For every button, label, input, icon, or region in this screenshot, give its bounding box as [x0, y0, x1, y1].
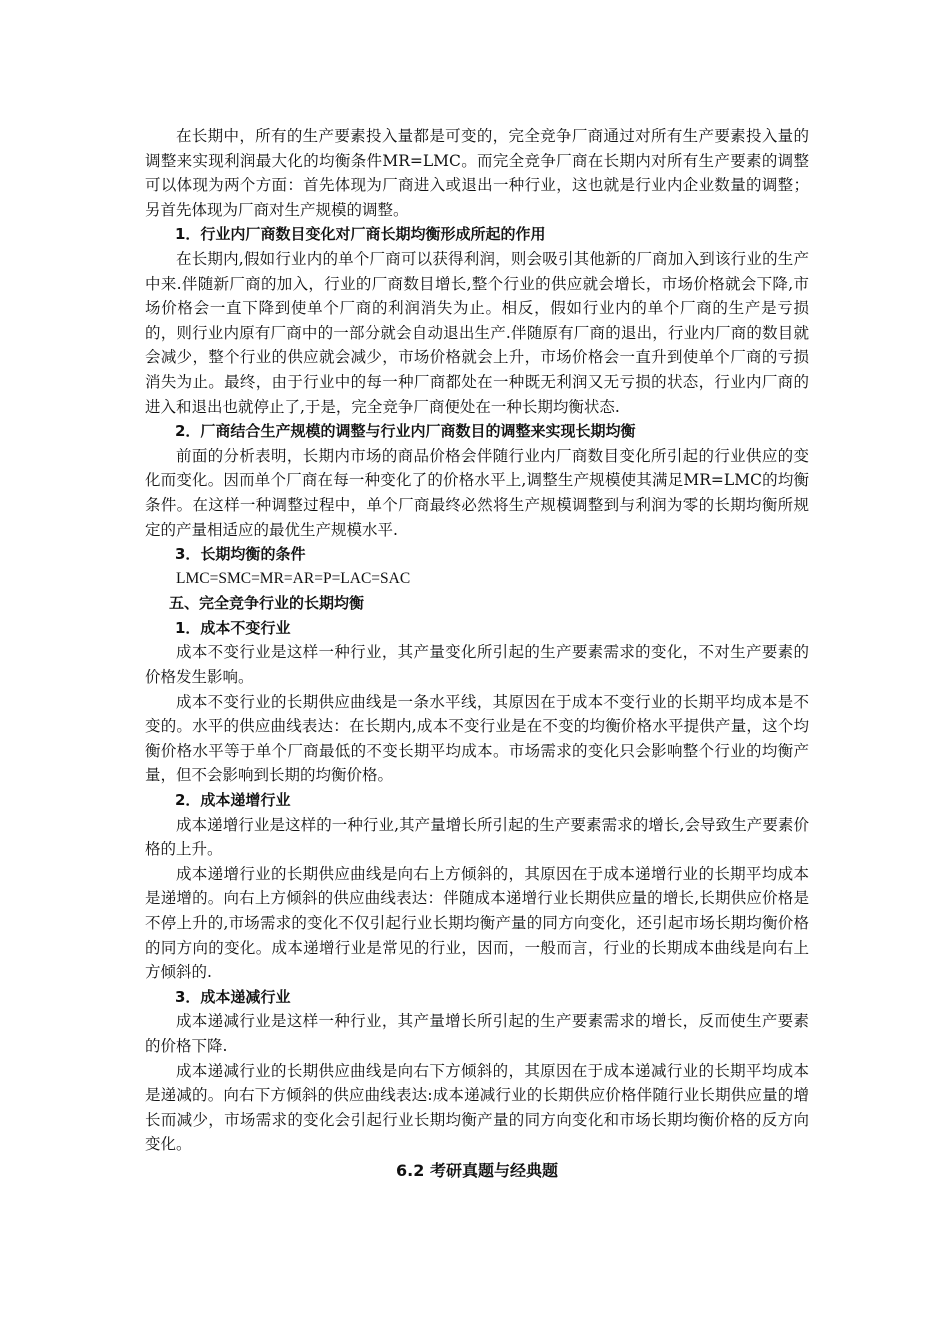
- heading-equilibrium-condition: 3．长期均衡的条件: [175, 545, 306, 564]
- paragraph-scale-adjustment: 前面的分析表明，长期内市场的商品价格会伴随行业内厂商数目变化所引起的行业供应的变化而变化。因而单个厂商在每一种变化了的价格水平上,调整生产规模使其满足MR=LMC的均衡条件。在这样一种调整过程中，单个厂商最终必然将生产规模调整到与利润为零的长期均衡所规定的产量相适应的最优生产规模水平.: [145, 446, 809, 539]
- paragraph-decreasing-cost-definition: 成本递减行业是这样一种行业，其产量增长所引起的生产要素需求的增长，反而使生产要素的价格下降.: [145, 1012, 809, 1055]
- equilibrium-formula: LMC=SMC=MR=AR=P=LAC=SAC: [176, 569, 411, 587]
- heading-constant-cost: 1．成本不变行业: [175, 618, 291, 637]
- paragraph-long-run-intro: 在长期中，所有的生产要素投入量都是可变的，完全竞争厂商通过对所有生产要素投入量的调整来实现利润最大化的均衡条件MR=LMC。而完全竞争厂商在长期内对所有生产要素的调整可以体现为两个方面：首先体现为厂商进入或退出一种行业，这也就是行业内企业数量的调整；另首先体现为厂商对生产规模的调整。: [145, 127, 809, 219]
- paragraph-increasing-cost-supply: 成本递增行业的长期供应曲线是向右上方倾斜的，其原因在于成本递增行业的长期平均成本是递增的。向右上方倾斜的供应曲线表达：伴随成本递增行业长期供应量的增长,长期供应价格是不停上升的,市场需求的变化不仅引起行业长期均衡产量的同方向变化，还引起市场长期均衡价格的同方向的变化。成本递增行业是常见的行业，因而，一般而言，行业的长期成本曲线是向右上方倾斜的.: [145, 864, 809, 982]
- heading-scale-and-number: 2．厂商结合生产规模的调整与行业内厂商数目的调整来实现长期均衡: [175, 422, 636, 441]
- heading-firm-number-effect: 1．行业内厂商数目变化对厂商长期均衡形成所起的作用: [175, 225, 546, 244]
- heading-increasing-cost: 2．成本递增行业: [175, 791, 291, 810]
- paragraph-constant-cost-supply: 成本不变行业的长期供应曲线是一条水平线，其原因在于成本不变行业的长期平均成本是不变的。水平的供应曲线表达：在长期内,成本不变行业是在不变的均衡价格水平提供产量，这个均衡价格水平等于单个厂商最低的不变长期平均成本。市场需求的变化只会影响整个行业的均衡产量，但不会影响到长期的均衡价格。: [145, 692, 809, 785]
- paragraph-increasing-cost-definition: 成本递增行业是这样的一种行业,其产量增长所引起的生产要素需求的增长,会导致生产要素价格的上升。: [145, 815, 809, 859]
- document-page: [145, 124, 809, 1184]
- paragraph-decreasing-cost-supply: 成本递减行业的长期供应曲线是向右下方倾斜的，其原因在于成本递减行业的长期平均成本是递减的。向右下方倾斜的供应曲线表达:成本递减行业的长期供应价格伴随行业长期供应量的增长而减少，市场需求的变化会引起行业长期均衡产量的同方向变化和市场长期均衡价格的反方向变化。: [145, 1061, 809, 1154]
- section-title-exam-questions: 6.2 考研真题与经典题: [396, 1160, 558, 1180]
- heading-decreasing-cost: 3．成本递减行业: [175, 987, 291, 1006]
- section-heading-industry-equilibrium: 五、完全竞争行业的长期均衡: [169, 594, 365, 613]
- paragraph-entry-exit: 在长期内,假如行业内的单个厂商可以获得利润，则会吸引其他新的厂商加入到该行业的生产中来.伴随新厂商的加入，行业的厂商数目增长,整个行业的供应就会增长，市场价格就会下降,市场价格会一直下降到使单个厂商的利润消失为止。相反，假如行业内的单个厂商的生产是亏损的，则行业内原有厂商中的一部分就会自动退出生产.伴随原有厂商的退出，行业内厂商的数目就会减少，整个行业的供应就会减少，市场价格就会上升，市场价格会一直升到使单个厂商的亏损消失为止。最终，由于行业中的每一种厂商都处在一种既无利润又无亏损的状态，行业内厂商的进入和退出也就停止了,于是，完全竞争厂商便处在一种长期均衡状态.: [145, 249, 809, 416]
- paragraph-constant-cost-definition: 成本不变行业是这样一种行业，其产量变化所引起的生产要素需求的变化，不对生产要素的价格发生影响。: [145, 643, 809, 687]
